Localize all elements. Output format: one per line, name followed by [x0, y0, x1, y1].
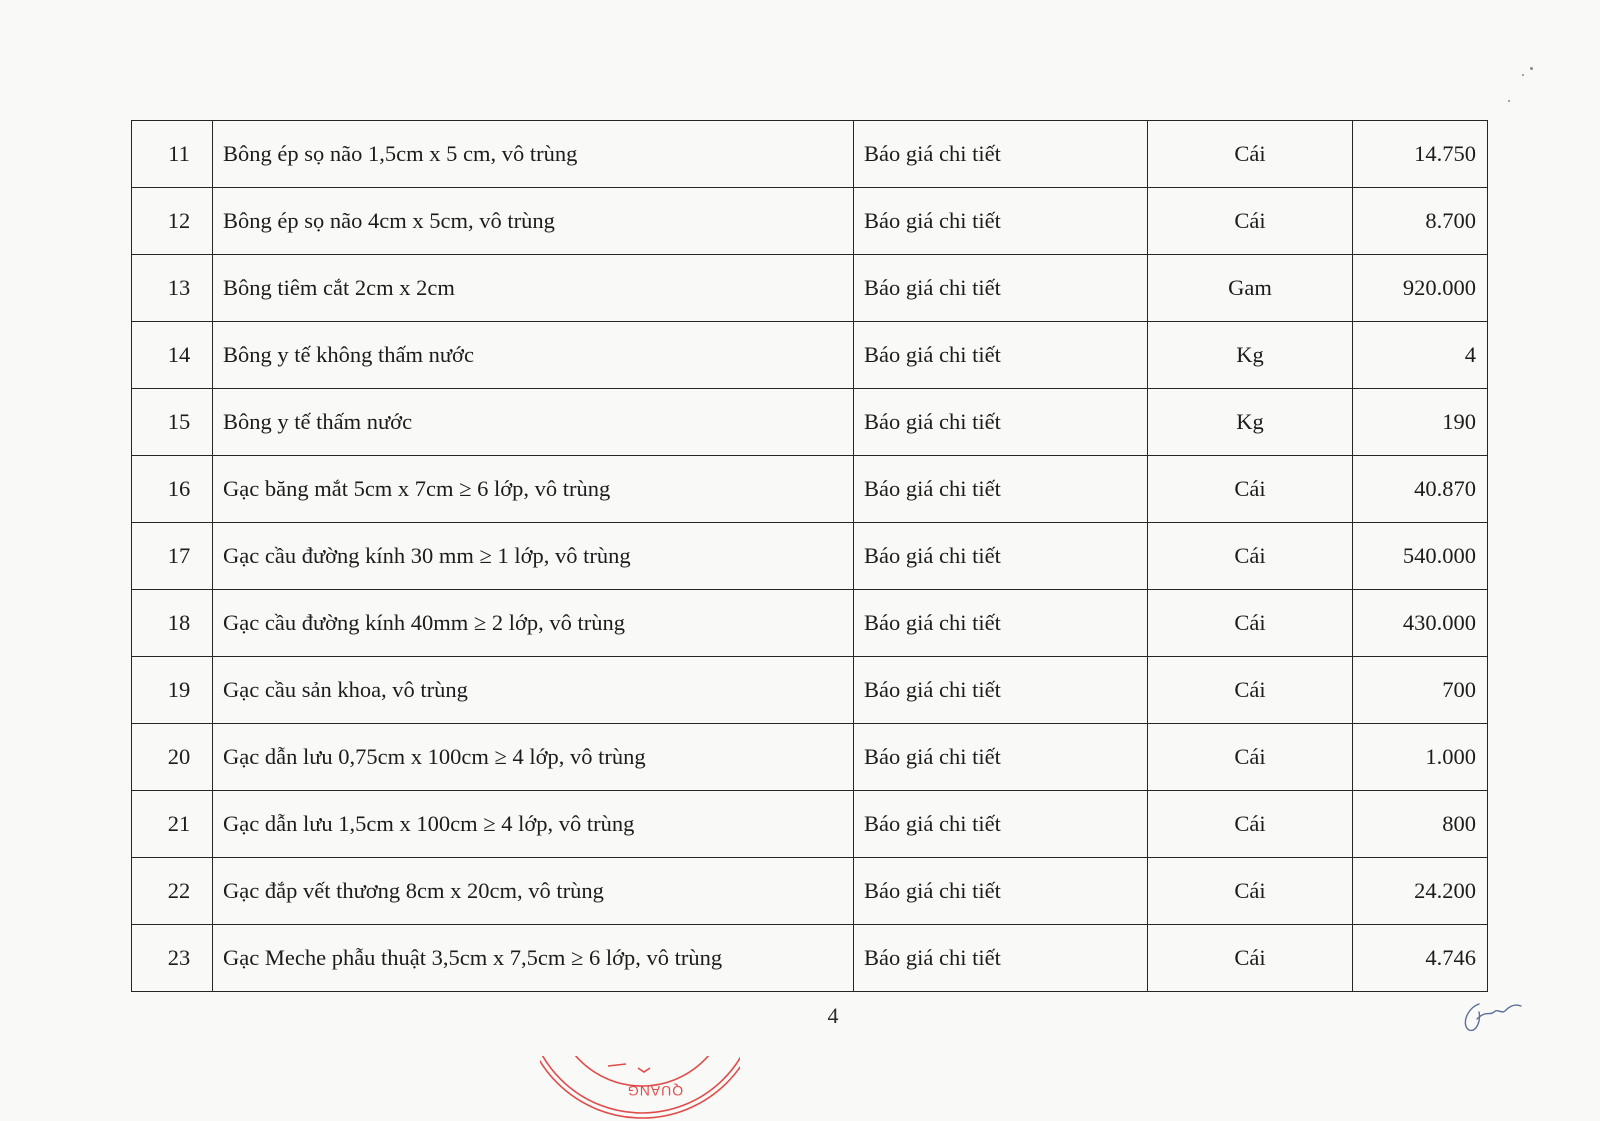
cell-item-name: Bông y tế thấm nước	[213, 389, 854, 456]
cell-stt: 20	[132, 724, 213, 791]
stamp-star-mark	[608, 1064, 650, 1072]
cell-quote-type: Báo giá chi tiết	[854, 657, 1148, 724]
cell-quote-type: Báo giá chi tiết	[854, 121, 1148, 188]
cell-quote-type: Báo giá chi tiết	[854, 389, 1148, 456]
cell-item-name: Gạc đắp vết thương 8cm x 20cm, vô trùng	[213, 858, 854, 925]
cell-stt: 18	[132, 590, 213, 657]
table-row	[132, 590, 1488, 657]
cell-quantity: 1.000	[1353, 724, 1488, 791]
supplies-table	[131, 120, 1488, 992]
table-row	[132, 724, 1488, 791]
cell-item-name: Bông ép sọ não 4cm x 5cm, vô trùng	[213, 188, 854, 255]
cell-unit: Cái	[1148, 590, 1353, 657]
cell-stt: 22	[132, 858, 213, 925]
cell-unit: Cái	[1148, 523, 1353, 590]
signature-mark	[1465, 1004, 1521, 1030]
cell-stt: 19	[132, 657, 213, 724]
cell-stt: 14	[132, 322, 213, 389]
cell-quantity: 4	[1353, 322, 1488, 389]
cell-stt: 16	[132, 456, 213, 523]
cell-quote-type: Báo giá chi tiết	[854, 188, 1148, 255]
cell-quote-type: Báo giá chi tiết	[854, 724, 1148, 791]
table-row	[132, 925, 1488, 992]
cell-unit: Cái	[1148, 657, 1353, 724]
cell-quantity: 4.746	[1353, 925, 1488, 992]
cell-unit: Kg	[1148, 322, 1353, 389]
table-row	[132, 322, 1488, 389]
cell-unit: Cái	[1148, 925, 1353, 992]
cell-item-name: Gạc băng mắt 5cm x 7cm ≥ 6 lớp, vô trùng	[213, 456, 854, 523]
cell-stt: 21	[132, 791, 213, 858]
table-row	[132, 456, 1488, 523]
cell-unit: Kg	[1148, 389, 1353, 456]
table-row	[132, 858, 1488, 925]
table-body	[132, 121, 1488, 992]
cell-quantity: 24.200	[1353, 858, 1488, 925]
cell-stt: 15	[132, 389, 213, 456]
cell-quantity: 14.750	[1353, 121, 1488, 188]
cell-item-name: Bông ép sọ não 1,5cm x 5 cm, vô trùng	[213, 121, 854, 188]
page-number: 4	[827, 1003, 839, 1028]
scan-speck	[1522, 74, 1524, 76]
cell-quantity: 700	[1353, 657, 1488, 724]
cell-quote-type: Báo giá chi tiết	[854, 925, 1148, 992]
table-row	[132, 255, 1488, 322]
cell-item-name: Gạc dẫn lưu 1,5cm x 100cm ≥ 4 lớp, vô trùng	[213, 791, 854, 858]
cell-stt: 11	[132, 121, 213, 188]
scan-speck	[1530, 67, 1533, 70]
cell-unit: Cái	[1148, 188, 1353, 255]
cell-unit: Cái	[1148, 724, 1353, 791]
table-row	[132, 389, 1488, 456]
cell-quantity: 430.000	[1353, 590, 1488, 657]
cell-item-name: Gạc cầu đường kính 40mm ≥ 2 lớp, vô trùng	[213, 590, 854, 657]
cell-quantity: 540.000	[1353, 523, 1488, 590]
scan-speck	[1508, 100, 1510, 102]
cell-unit: Cái	[1148, 121, 1353, 188]
cell-unit: Cái	[1148, 858, 1353, 925]
cell-item-name: Gạc dẫn lưu 0,75cm x 100cm ≥ 4 lớp, vô trùng	[213, 724, 854, 791]
table-row	[132, 657, 1488, 724]
cell-quote-type: Báo giá chi tiết	[854, 523, 1148, 590]
table-row	[132, 188, 1488, 255]
cell-unit: Cái	[1148, 456, 1353, 523]
cell-quote-type: Báo giá chi tiết	[854, 255, 1148, 322]
cell-quantity: 40.870	[1353, 456, 1488, 523]
cell-quantity: 8.700	[1353, 188, 1488, 255]
cell-unit: Cái	[1148, 791, 1353, 858]
cell-quantity: 190	[1353, 389, 1488, 456]
table-row	[132, 121, 1488, 188]
cell-stt: 13	[132, 255, 213, 322]
cell-quote-type: Báo giá chi tiết	[854, 590, 1148, 657]
cell-unit: Gam	[1148, 255, 1353, 322]
cell-item-name: Bông tiêm cắt 2cm x 2cm	[213, 255, 854, 322]
cell-quote-type: Báo giá chi tiết	[854, 858, 1148, 925]
cell-quote-type: Báo giá chi tiết	[854, 322, 1148, 389]
cell-stt: 17	[132, 523, 213, 590]
table-row	[132, 791, 1488, 858]
cell-item-name: Bông y tế không thấm nước	[213, 322, 854, 389]
cell-quote-type: Báo giá chi tiết	[854, 791, 1148, 858]
cell-item-name: Gạc cầu sản khoa, vô trùng	[213, 657, 854, 724]
cell-item-name: Gạc Meche phẫu thuật 3,5cm x 7,5cm ≥ 6 lớp, vô trùng	[213, 925, 854, 992]
cell-item-name: Gạc cầu đường kính 30 mm ≥ 1 lớp, vô trùng	[213, 523, 854, 590]
stamp-lettering: QUANG	[626, 1083, 684, 1099]
cell-quantity: 800	[1353, 791, 1488, 858]
table-row	[132, 523, 1488, 590]
cell-quote-type: Báo giá chi tiết	[854, 456, 1148, 523]
cell-quantity: 920.000	[1353, 255, 1488, 322]
cell-stt: 12	[132, 188, 213, 255]
cell-stt: 23	[132, 925, 213, 992]
